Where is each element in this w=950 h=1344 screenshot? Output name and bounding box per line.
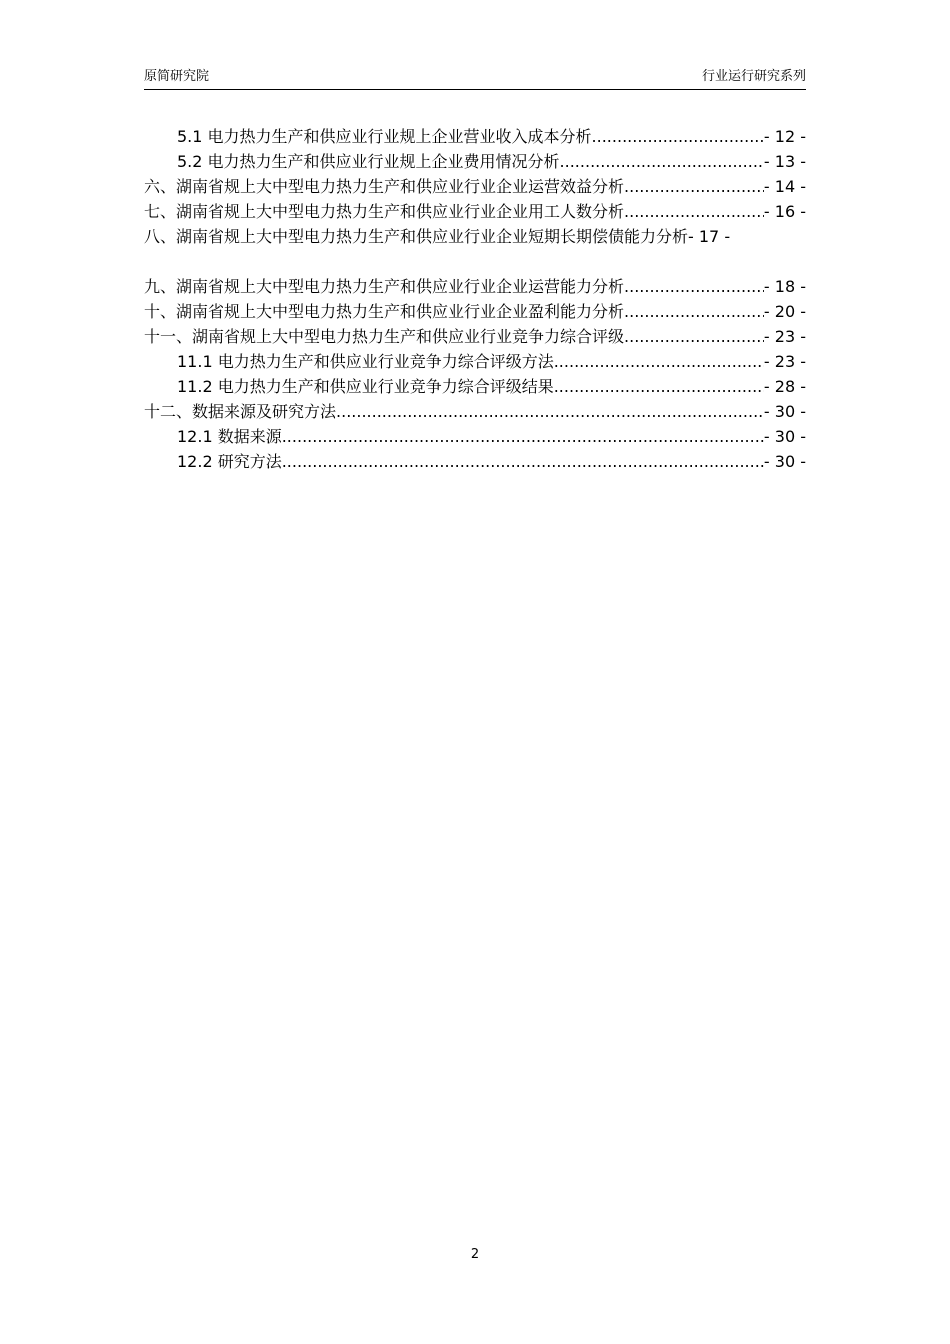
toc-entry-page: - 30 -: [763, 452, 806, 471]
toc-entry-12[interactable]: [144, 399, 806, 424]
header-series-title: 行业运行研究系列: [701, 69, 806, 84]
toc-entry-label: 12.2 研究方法: [177, 452, 282, 471]
toc-entry-page: - 18 -: [763, 277, 806, 296]
toc-entry-page: - 17 -: [688, 227, 731, 246]
toc-entry-label: 十一、湖南省规上大中型电力热力生产和供应业行业竞争力综合评级: [144, 327, 625, 346]
toc-dot-leader: [554, 349, 764, 374]
toc-dot-leader: [624, 299, 764, 324]
toc-dot-leader: [592, 124, 764, 149]
table-of-contents: [144, 124, 806, 474]
toc-entry-12-1[interactable]: [144, 424, 806, 449]
header-org-name: 原简研究院: [144, 69, 210, 84]
toc-entry-label: 11.1 电力热力生产和供应业行业竞争力综合评级方法: [177, 352, 554, 371]
page-header: [144, 68, 806, 90]
toc-entry-6[interactable]: [144, 174, 806, 199]
toc-entry-label: 12.1 数据来源: [177, 427, 282, 446]
toc-entry-label: 十、湖南省规上大中型电力热力生产和供应业行业企业盈利能力分析: [144, 302, 625, 321]
toc-entry-label: 11.2 电力热力生产和供应业行业竞争力综合评级结果: [177, 377, 554, 396]
toc-entry-label: 九、湖南省规上大中型电力热力生产和供应业行业企业运营能力分析: [144, 277, 625, 296]
toc-entry-10[interactable]: [144, 299, 806, 324]
toc-entry-8[interactable]: [144, 224, 806, 274]
toc-dot-leader: [624, 274, 764, 299]
toc-dot-leader: [624, 199, 764, 224]
toc-entry-label: 5.2 电力热力生产和供应业行业规上企业费用情况分析: [177, 152, 560, 171]
toc-entry-5-2[interactable]: [144, 149, 806, 174]
toc-dot-leader: [282, 424, 764, 449]
toc-dot-leader: [624, 174, 764, 199]
toc-entry-label: 六、湖南省规上大中型电力热力生产和供应业行业企业运营效益分析: [144, 177, 625, 196]
toc-entry-page: - 20 -: [763, 302, 806, 321]
toc-dot-leader: [624, 324, 764, 349]
toc-entry-12-2[interactable]: [144, 449, 806, 474]
toc-entry-11-1[interactable]: [144, 349, 806, 374]
toc-entry-page: - 23 -: [763, 352, 806, 371]
toc-entry-label: 5.1 电力热力生产和供应业行业规上企业营业收入成本分析: [177, 127, 592, 146]
toc-entry-page: - 28 -: [763, 377, 806, 396]
toc-entry-page: - 13 -: [763, 152, 806, 171]
toc-entry-label: 八、湖南省规上大中型电力热力生产和供应业行业企业短期长期偿债能力分析: [144, 227, 689, 246]
toc-dot-leader: [554, 374, 764, 399]
toc-entry-page: - 14 -: [763, 177, 806, 196]
toc-entry-page: - 30 -: [763, 427, 806, 446]
toc-entry-page: - 30 -: [763, 402, 806, 421]
page-number: 2: [470, 1247, 480, 1262]
toc-entry-11[interactable]: [144, 324, 806, 349]
toc-entry-page: - 23 -: [763, 327, 806, 346]
toc-entry-7[interactable]: [144, 199, 806, 224]
toc-entry-page: - 12 -: [763, 127, 806, 146]
toc-entry-label: 十二、数据来源及研究方法: [144, 402, 337, 421]
toc-dot-leader: [560, 149, 764, 174]
toc-entry-5-1[interactable]: [144, 124, 806, 149]
toc-dot-leader: [282, 449, 764, 474]
toc-entry-11-2[interactable]: [144, 374, 806, 399]
toc-entry-label: 七、湖南省规上大中型电力热力生产和供应业行业企业用工人数分析: [144, 202, 625, 221]
toc-entry-9[interactable]: [144, 274, 806, 299]
toc-dot-leader: [336, 399, 764, 424]
toc-entry-page: - 16 -: [763, 202, 806, 221]
